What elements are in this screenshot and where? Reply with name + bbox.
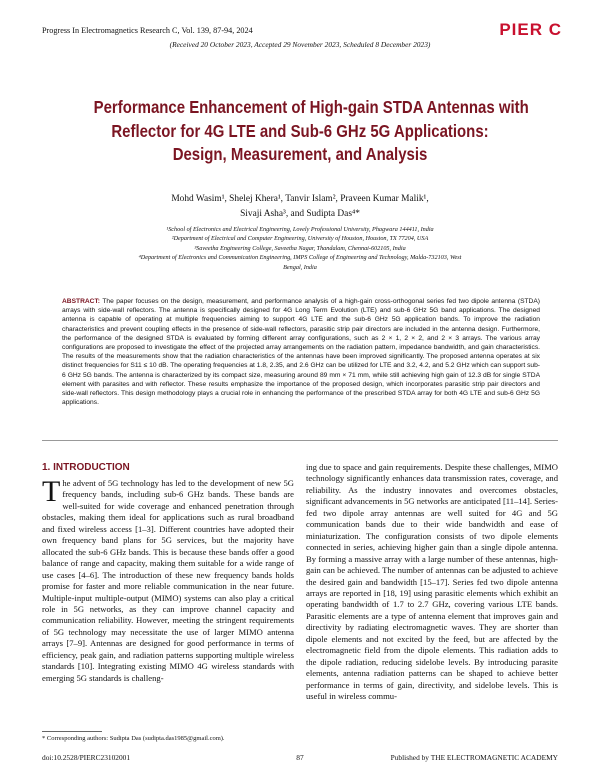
affiliation: ⁴Department of Electronics and Communication Engineering, IMPS College of Engineering and Technology, Malda-732103, West	[138, 254, 462, 262]
journal-header: Progress In Electromagnetics Research C, Vol. 139, 87-94, 2024	[42, 26, 253, 35]
author-line: Sivaji Asha³, and Sudipta Das⁴*	[240, 209, 360, 219]
drop-cap: T	[42, 475, 61, 508]
title-line: Reflector for 4G LTE and Sub-6 GHz 5G Applications:	[111, 120, 489, 141]
author-line: Mohd Wasim¹, Shelej Khera¹, Tanvir Islam², Praveen Kumar Malik¹,	[171, 194, 429, 204]
intro-column-right	[306, 462, 558, 703]
journal-logo: PIER C	[499, 20, 562, 39]
affiliation: ²Department of Electrical and Computer Engineering, University of Houston, Houston, TX 77204, USA	[171, 235, 429, 243]
paper-title	[93, 96, 529, 167]
section-heading: 1. INTRODUCTION	[42, 462, 130, 473]
divider	[42, 440, 558, 441]
title-line: Performance Enhancement of High-gain STDA Antennas with	[93, 97, 529, 117]
intro-text-right: ing due to space and gain requirements. Despite these challenges, MIMO technology significantly enhances data transmission rates, coverage, and reliability. As the industry innovates and overcomes obstacles, significant advancements in 5G networks are anticipated [11–14]. Series-fed two dipole array antennas are well suited for 4G and 5G communication bands due to their wide bandwidth and ease of miniaturization. The configuration consists of two dipole elements connected in series, achieving higher gain than a single dipole antenna. By forming a massive array with a large number of these antennas, high-gain can be achieved. The number of antennas can be adjusted to achieve the desired gain and bandwidth [15–17]. Series fed two dipole antenna arrays are reported in [18, 19] using parasitic elements which exhibit an operating bandwidth of 1.7 to 2.7 GHz, covering various LTE bands. Parasitic elements are a type of antenna element that improves gain and directivity by radiating electromagnetic waves. They are shorter than dipole elements and not excited by the feed, but are affected by the electromagnetic field from the dipole elements. This radiation adds to the dipole radiation, reducing sidelobe levels. By introducing parasite elements, antenna radiation patterns can be shaped to achieve better performance in terms of gain, directivity, and sidelobe levels. This is useful in wireless commu-	[306, 462, 558, 702]
affiliation: ¹School of Electronics and Electrical Engineering, Lovely Professional University, Phagwara 144411, India	[166, 226, 434, 233]
intro-text-left: he advent of 5G technology has led to the development of new 5G frequency bands, including sub-6 GHz bands. These bands are well-suited for wide coverage and enhanced penetration through obstacles, making them ideal for applications such as rural broadband and fixed wireless access [1–3]. Different countries have adopted their own frequency band plans for 5G services, but the majority have allocated the sub-6 GHz bands. This is because these bands offer a good balance of range and capacity, making them suitable for a wide range of use cases [4–6]. The introduction of these new frequency bands holds promise for faster and more reliable communication in the near future. Multiple-input multiple-output (MIMO) systems can also play a critical role in 5G networks, as they can improve channel capacity and communication reliability. However, meeting the stringent requirements of 5G technology may necessitate the use of larger MIMO antenna arrays [7–9]. Antennas are designed for good performance in terms of efficiency, peak gain, and radiation patterns supporting multiple wireless standards [10]. Integrating existing MIMO 4G wireless standards with emerging 5G standards is challeng-	[42, 478, 294, 683]
page-number: 87	[296, 753, 304, 762]
abstract	[62, 297, 540, 407]
abstract-text: The paper focuses on the design, measurement, and performance analysis of a high-gain cross-orthogonal series fed two dipole antenna (STDA) arrays with side-wall reflectors. The antenna is specifically designed for 4G Long Term Evolution (LTE) and sub-6 GHz 5G band applications. The designed antenna is capable of operating at multiple frequencies aiming to support 4G LTE and the sub-6 GHz 5G application bands. To improve the radiation characteristics and prevent coupling effects in the presence of side-wall reflectors, parasitic strip pair directors are included in the antenna design. Furthermore, the performance of the designed STDA is evaluated by forming different array configurations, such as 2 × 1, 2 × 2, and 2 × 3 arrays. The various array configurations are proposed to investigate the effect of the projected array arrangements on the radiation pattern, impedance bandwidth, and gain characteristics. The results of the measurements show that the radiation characteristics of the antennas have been improved significantly. The proposed antenna operates at six distinct frequencies for S11 ≤ 10 dB. The operating frequencies at 1.8, 2.35, and 2.6 GHz can be utilized for LTE and 3.2, 4.2, and 5.2 GHz which can support sub-6 GHz 5G bands. The antenna is characterized by its compact size, measuring around 89 mm × 71 mm, while still achieving high gain of 12.3 dB for single STDA element with parasites and with reflector. These results emphasize the importance of the proposed design, which incorporates parasitic strip pair directors and side-wall reflectors. This design methodology plays a crucial role in enhancing the performance of the prescribed STDA array for both 4G LTE and sub-6 GHz 5G applications.	[62, 298, 540, 407]
publisher: Published by THE ELECTROMAGNETIC ACADEMY	[390, 753, 558, 762]
footnote-rule	[42, 731, 102, 732]
corresponding-author-footnote: * Corresponding authors: Sudipta Das (sudipta.das1985@gmail.com).	[42, 735, 225, 742]
affiliation: Bengal, India	[283, 263, 317, 271]
doi: doi:10.2528/PIERC23102001	[42, 753, 131, 762]
received-dates: (Received 20 October 2023, Accepted 29 November 2023, Scheduled 8 December 2023)	[169, 40, 431, 49]
abstract-label: ABSTRACT:	[62, 298, 100, 305]
affiliation: ³Saveetha Engineering College, Saveetha Nagar, Thandalam, Chennai-602105, India	[194, 244, 406, 252]
intro-column-left	[42, 475, 294, 684]
affiliations	[40, 225, 560, 272]
title-line: Design, Measurement, and Analysis	[172, 144, 428, 164]
author-list	[60, 192, 540, 222]
